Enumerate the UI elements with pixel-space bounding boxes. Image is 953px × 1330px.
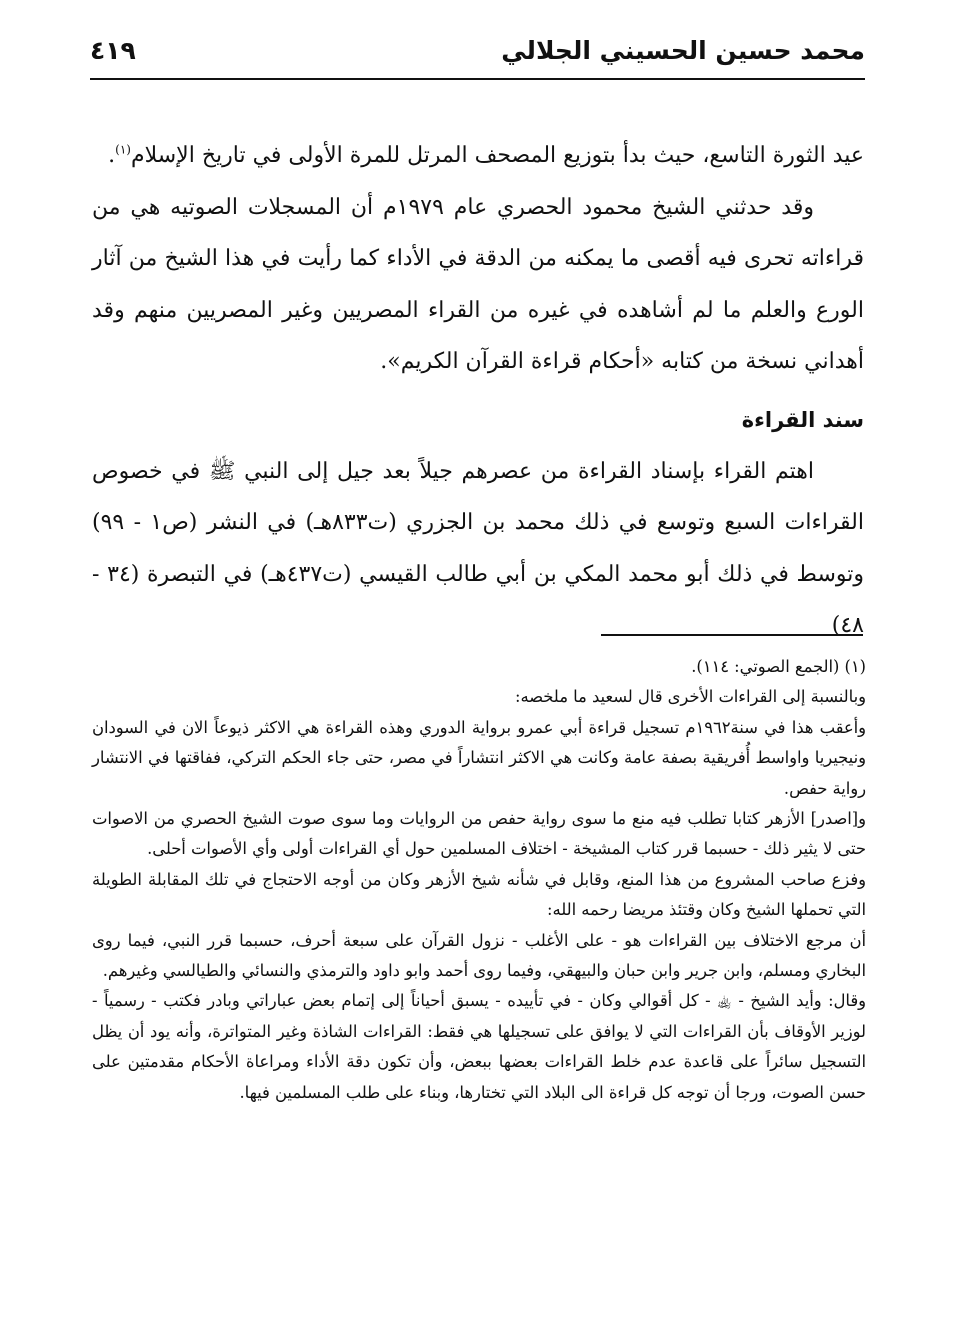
page-number: ٤١٩	[90, 36, 136, 65]
footnote-line: وقال: وأيد الشيخ - ﵀ - كل أقوالي وكان - في تأييده - يسبق أحياناً إلى إتمام بعض عباراتي وبادر فكتب - رسمياً - لوزير الأوقاف بأن القراءات التي لا يوافق على تسجيلها هي فقط: القراءات الشاذة وغير المتواترة، وأنه يود أن يظل التسجيل سائراً على قاعدة عدم خلط القراءات بعضها ببعض، وأن تكون دقة الأداء ومراعاة الأحكام مقدمتين على حسن الصوت، ورجا أن توجه كل قراءة الى البلاد التي تختارها، وبناء على طلب المسلمين فيها.	[92, 991, 866, 1102]
footnote-line: وأعقب هذا في سنة١٩٦٢م تسجيل قراءة أبي عمرو برواية الدوري وهذه القراءة هي الاكثر ذيوعاً الان في السودان ونيجيريا واواسط أُفريقية بصفة عامة وكانت هي الاكثر انتشاراً في مصر، حتى جاء الحكم التركي، ففاقتها في الانتشار رواية حفص.	[92, 717, 866, 798]
footnote-line: أن مرجع الاختلاف بين القراءات هو - على الأغلب - نزول القرآن على سبعة أحرف، حسبما قرر النبي، فيما روى البخاري ومسلم، وابن جرير وابن حبان والبيهقي، وفيما روى أحمد وابو داود والترمذي والنسائي والطيالسي وغيرهم.	[92, 930, 866, 981]
paragraph-3: اهتم القراء بإسناد القراءة من عصرهم جيلاً بعد جيل إلى النبي ﷺ في خصوص القراءات السبع وتوسع في ذلك محمد بن الجزري (ت٨٣٣هـ) في النشر (ص١ - ٩٩) وتوسط في ذلك أبو محمد المكي بن أبي طالب القيسي (ت٤٣٧هـ) في التبصرة (٣٤ - ٤٨)	[92, 458, 864, 638]
running-head-title: محمد حسين الحسيني الجلالي	[501, 36, 865, 65]
paragraph-2: وقد حدثني الشيخ محمود الحصري عام ١٩٧٩م أن المسجلات الصوتيه هي من قراءاته تحرى فيه أقصى ما يمكنه من الدقة في الأداء كما رأيت في هذا الشيخ من آثار الورع والعلم ما لم أشاهده في غيره من القراء المصريين وغير المصريين منهم وقد أهداني نسخة من كتابه «أحكام قراءة القرآن الكريم».	[92, 194, 864, 374]
paragraph-1	[92, 130, 864, 182]
paragraph-1-end: .	[108, 143, 116, 168]
main-text	[92, 130, 864, 652]
footnote-1-title: (١) (الجمع الصوتي: ١١٤).	[691, 657, 866, 676]
footnote-line: و[اصدر] الأزهر كتابا تطلب فيه منع ما سوى رواية حفص من الروايات وما سوى صوت الشيخ الحصري من الاصوات حتى لا يثير ذلك - حسبما قرر كتاب المشيخة - اختلاف المسلمين حول أي القراءات أولى وأي الأصوات أحلى.	[92, 809, 866, 859]
section-heading: سند القراءة	[741, 407, 864, 432]
page-header	[90, 30, 865, 80]
footnote-line: وبالنسبة إلى القراءات الأخرى قال لسعيد ما ملخصه:	[514, 687, 866, 707]
footnote-separator	[601, 634, 863, 636]
footnotes	[92, 652, 866, 1108]
footnote-line: وفزع صاحب المشروع من هذا المنع، وقابل في شأنه شيخ الأزهر وكان من أوجه الاحتجاج في تلك المقابلة الطويلة التي تحملها الشيخ وكان وقتئذ مريضا رحمه الله:	[92, 869, 866, 920]
footnote-ref-1: (١)	[115, 142, 131, 157]
paragraph-1-text: عيد الثورة التاسع، حيث بدأ بتوزيع المصحف المرتل للمرة الأولى في تاريخ الإسلام	[130, 143, 864, 168]
